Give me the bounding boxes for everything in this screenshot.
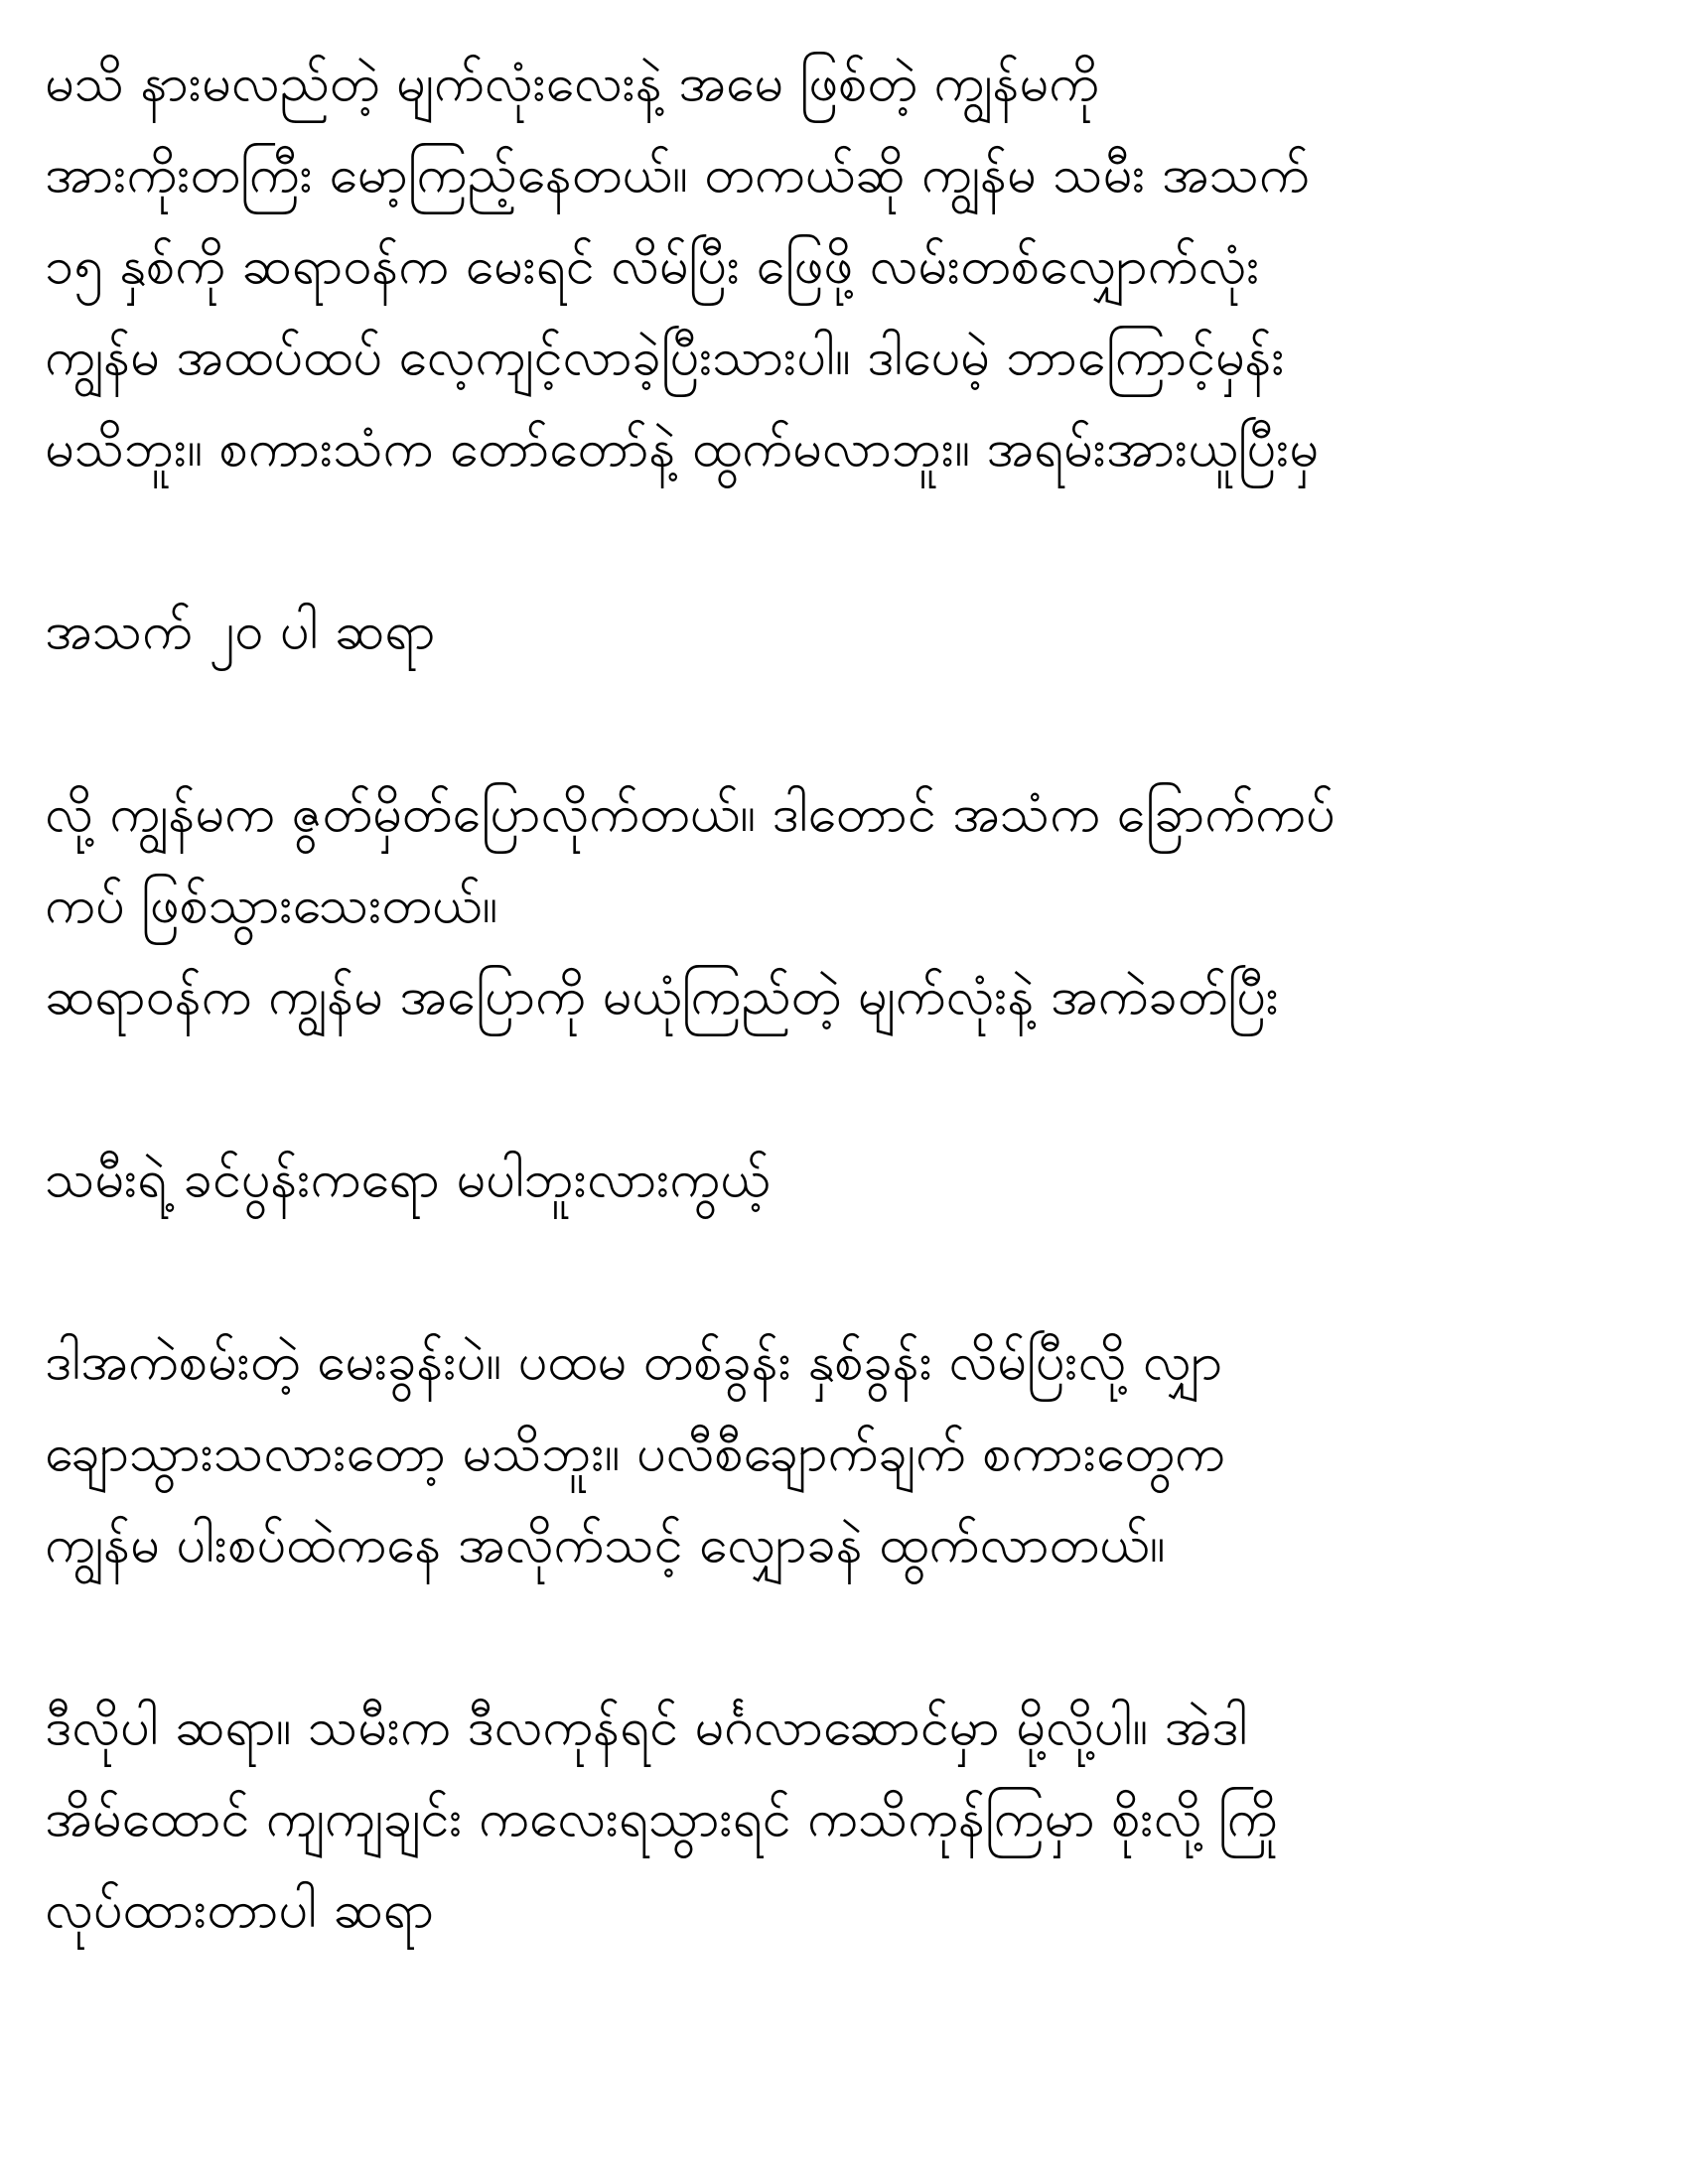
paragraph-spacer: [45, 494, 1643, 586]
text-line: ကျွန်မ အထပ်ထပ် လေ့ကျင့်လာခဲ့ပြီးသားပါ။ ဒါပေမဲ့ ဘာကြောင့်မှန်း: [45, 328, 1285, 387]
text-line: အိမ်ထောင် ကျကျချင်း ကလေးရသွားရင် ကသိကုန်ကြမှာ စိုးလို့ ကြို: [45, 1789, 1278, 1848]
document-body: [45, 38, 1643, 1956]
paragraph-spacer: [45, 1225, 1643, 1316]
paragraph-reflection: [45, 1316, 1643, 1590]
text-line: ကပ် ဖြစ်သွားသေးတယ်။: [45, 876, 498, 935]
text-line: ချောသွားသလားတော့ မသိဘူး။ ပလီစီချောက်ချက် စကားတွေက: [45, 1424, 1225, 1483]
text-line: အသက် ၂၀ ပါ ဆရာ: [45, 602, 436, 661]
paragraph-opening: [45, 38, 1643, 494]
text-line: ၁၅ နှစ်ကို ဆရာဝန်က မေးရင် လိမ်ပြီး ဖြေဖို့ လမ်းတစ်လျှောက်လုံး: [45, 236, 1260, 296]
paragraph-dialogue-explanation: [45, 1682, 1643, 1956]
text-line: ကျွန်မ ပါးစပ်ထဲကနေ အလိုက်သင့် လျှောခနဲ ထွက်လာတယ်။: [45, 1515, 1166, 1574]
text-line: လို့ ကျွန်မက ဇွတ်မှိတ်ပြောလိုက်တယ်။ ဒါတောင် အသံက ခြောက်ကပ်: [45, 784, 1336, 844]
paragraph-spacer: [45, 677, 1643, 768]
paragraph-dialogue-husband: [45, 1134, 1643, 1225]
paragraph-dialogue-age: [45, 586, 1643, 677]
text-line: သမီးရဲ့ ခင်ပွန်းကရော မပါဘူးလားကွယ့်: [45, 1150, 771, 1209]
text-line: ဆရာဝန်က ကျွန်မ အပြောကို မယုံကြည်တဲ့ မျက်လုံးနဲ့ အကဲခတ်ပြီး: [45, 967, 1279, 1026]
text-line: လုပ်ထားတာပါ ဆရာ: [45, 1880, 434, 1940]
text-line: မသိဘူး။ စကားသံက တော်တော်နဲ့ ထွက်မလာဘူး။ အရမ်းအားယူပြီးမှ: [45, 419, 1319, 478]
text-line: မသိ နားမလည်တဲ့ မျက်လုံးလေးနဲ့ အမေ ဖြစ်တဲ့ ကျွန်မကို: [45, 54, 1099, 113]
text-line: ဒီလိုပါ ဆရာ။ သမီးက ဒီလကုန်ရင် မင်္ဂလာဆောင်မှာ မို့လို့ပါ။ အဲဒါ: [45, 1698, 1248, 1757]
paragraph-narration: [45, 768, 1643, 1042]
text-line: ဒါအကဲစမ်းတဲ့ မေးခွန်းပဲ။ ပထမ တစ်ခွန်း နှစ်ခွန်း လိမ်ပြီးလို့ လျှာ: [45, 1332, 1223, 1392]
paragraph-spacer: [45, 1590, 1643, 1682]
paragraph-spacer: [45, 1042, 1643, 1134]
text-line: အားကိုးတကြီး မော့ကြည့်နေတယ်။ တကယ်ဆို ကျွန်မ သမီး အသက်: [45, 145, 1310, 205]
